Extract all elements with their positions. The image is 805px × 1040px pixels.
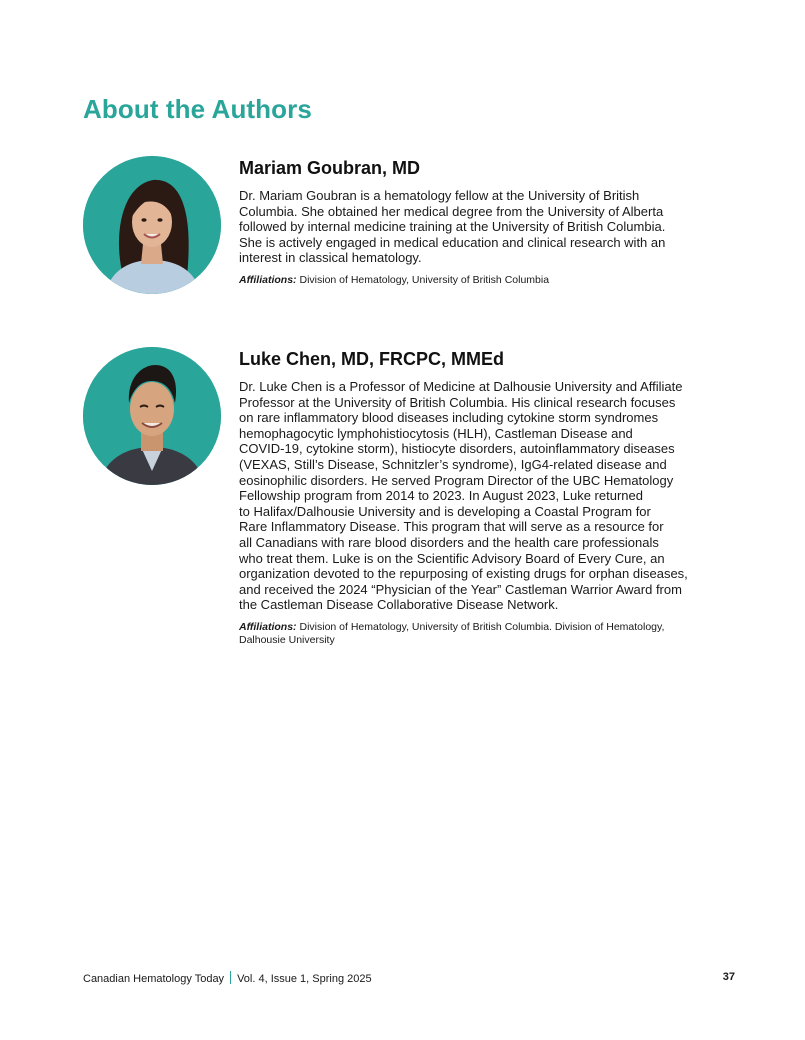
author-name: Mariam Goubran, MD <box>239 158 421 178</box>
bio-line: Fellowship program from 2014 to 2023. In August 2023, Luke returned <box>239 488 643 504</box>
bio-line: and received the 2024 “Physician of the Year” Castleman Warrior Award from <box>239 581 682 597</box>
bio-line: on rare inflammatory blood diseases including cytokine storm syndromes <box>239 410 659 426</box>
author-name: Luke Chen, MD, FRCPC, MMEd <box>239 349 504 369</box>
author-affiliations <box>239 621 733 647</box>
bio-line: followed by internal medicine training at the University of British Columbia. <box>239 219 666 235</box>
bio-line: Rare Inflammatory Disease. This program that will serve as a resource for <box>239 519 664 535</box>
affiliation-line: Dalhousie University <box>239 633 335 646</box>
bio-line: all Canadians with rare blood disorders and the health care professionals <box>239 534 659 550</box>
bio-line: (VEXAS, Still’s Disease, Schnitzler’s syndrome), IgG4-related disease and <box>239 456 667 472</box>
bio-line: the Castleman Disease Collaborative Disease Network. <box>239 597 559 613</box>
bio-line: to Halifax/Dalhousie University and is developing a Coastal Program for <box>239 503 651 519</box>
bio-line: COVID-19, cytokine storm), histiocyte disorders, autoinflammatory diseases <box>239 441 675 457</box>
affiliations-label: Affiliations: <box>239 620 297 633</box>
issue-info: Vol. 4, Issue 1, Spring 2025 <box>237 973 372 985</box>
bio-line: interest in classical hematology. <box>239 250 422 266</box>
footer-divider <box>230 971 231 984</box>
page-title: About the Authors <box>83 94 312 124</box>
bio-line: hemophagocytic lymphohistiocytosis (HLH), Castleman Disease and <box>239 425 633 441</box>
author-bio <box>239 188 733 266</box>
bio-line: organization devoted to the repurposing of existing drugs for orphan diseases, <box>239 566 688 582</box>
bio-line: Dr. Luke Chen is a Professor of Medicine at Dalhousie University and Affiliate <box>239 379 683 394</box>
affiliation-line: Division of Hematology, University of British Columbia. Division of Hematology, <box>299 620 665 633</box>
author-bio <box>239 379 733 613</box>
page-footer <box>83 971 735 985</box>
bio-line: Columbia. She obtained her medical degree from the University of Alberta <box>239 203 664 219</box>
bio-line: who treat them. Luke is on the Scientific Advisory Board of Every Cure, an <box>239 550 665 566</box>
affiliation-line: Division of Hematology, University of British Columbia <box>299 273 550 286</box>
author-photo <box>83 347 221 485</box>
bio-line: She is actively engaged in medical education and clinical research with an <box>239 234 666 250</box>
page-number: 37 <box>722 971 735 983</box>
bio-line: Dr. Mariam Goubran is a hematology fellow at the University of British <box>239 188 640 203</box>
journal-name: Canadian Hematology Today <box>83 973 225 985</box>
author-photo <box>83 156 221 294</box>
bio-line: eosinophilic disorders. He served Program Director of the UBC Hematology <box>239 472 674 488</box>
author-affiliations <box>239 274 733 287</box>
bio-line: Professor at the University of British Columbia. His clinical research focuses <box>239 394 676 410</box>
affiliations-label: Affiliations: <box>239 273 297 286</box>
